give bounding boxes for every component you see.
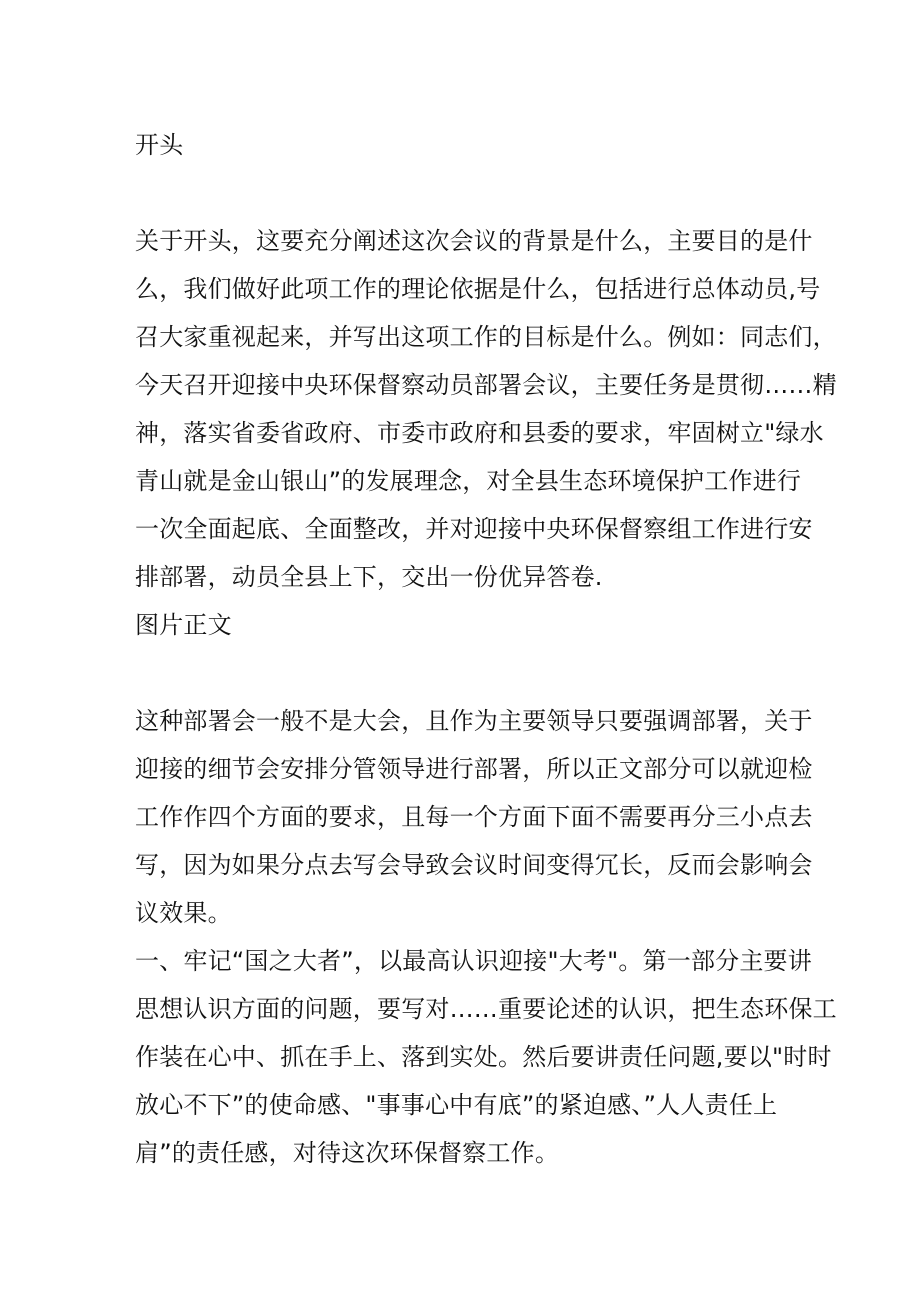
- heading-body: 图片正文: [135, 611, 232, 639]
- opening-paragraph-line: 关于开头，这要充分阐述这次会议的背景是什么，主要目的是什: [135, 227, 813, 255]
- opening-paragraph-line: 一次全面起底、全面整改，并对迎接中央环保督察组工作进行安: [135, 515, 813, 543]
- heading-opening: 开头: [135, 131, 184, 159]
- opening-paragraph-line: 召大家重视起来，并写出这项工作的目标是什么。例如：同志们，: [135, 323, 837, 351]
- point-one-line: 作装在心中、抓在手上、落到实处。然后要讲责任问题,要以"时时: [135, 1043, 832, 1071]
- body-paragraph-line: 工作作四个方面的要求，且每一个方面下面不需要再分三小点去: [135, 803, 813, 831]
- opening-paragraph-line: 么，我们做好此项工作的理论依据是什么，包括进行总体动员,号: [135, 275, 821, 303]
- point-one-line: 放心不下”的使命感、"事事心中有底”的紧迫感、”人人责任上: [135, 1091, 778, 1119]
- opening-paragraph-line: 排部署，动员全县上下，交出一份优异答卷.: [135, 563, 603, 591]
- point-one-line: 思想认识方面的问题，要写对……重要论述的认识，把生态环保工: [135, 995, 837, 1023]
- body-paragraph-line: 迎接的细节会安排分管领导进行部署，所以正文部分可以就迎检: [135, 755, 813, 783]
- body-paragraph-line: 写，因为如果分点去写会导致会议时间变得冗长，反而会影响会: [135, 851, 813, 879]
- point-one-line: 肩”的责任感，对待这次环保督察工作。: [135, 1139, 560, 1167]
- opening-paragraph-line: 神，落实省委省政府、市委市政府和县委的要求，牢固树立"绿水: [135, 419, 824, 447]
- body-paragraph-line: 这种部署会一般不是大会，且作为主要领导只要强调部署，关于: [135, 707, 813, 735]
- point-one-line: 一、牢记“国之大者”，以最高认识迎接"大考"。第一部分主要讲: [135, 947, 812, 975]
- body-paragraph-line: 议效果。: [135, 899, 232, 927]
- opening-paragraph-line: 青山就是金山银山”的发展理念，对全县生态环境保护工作进行: [135, 467, 802, 495]
- opening-paragraph-line: 今天召开迎接中央环保督察动员部署会议，主要任务是贯彻……精: [135, 371, 837, 399]
